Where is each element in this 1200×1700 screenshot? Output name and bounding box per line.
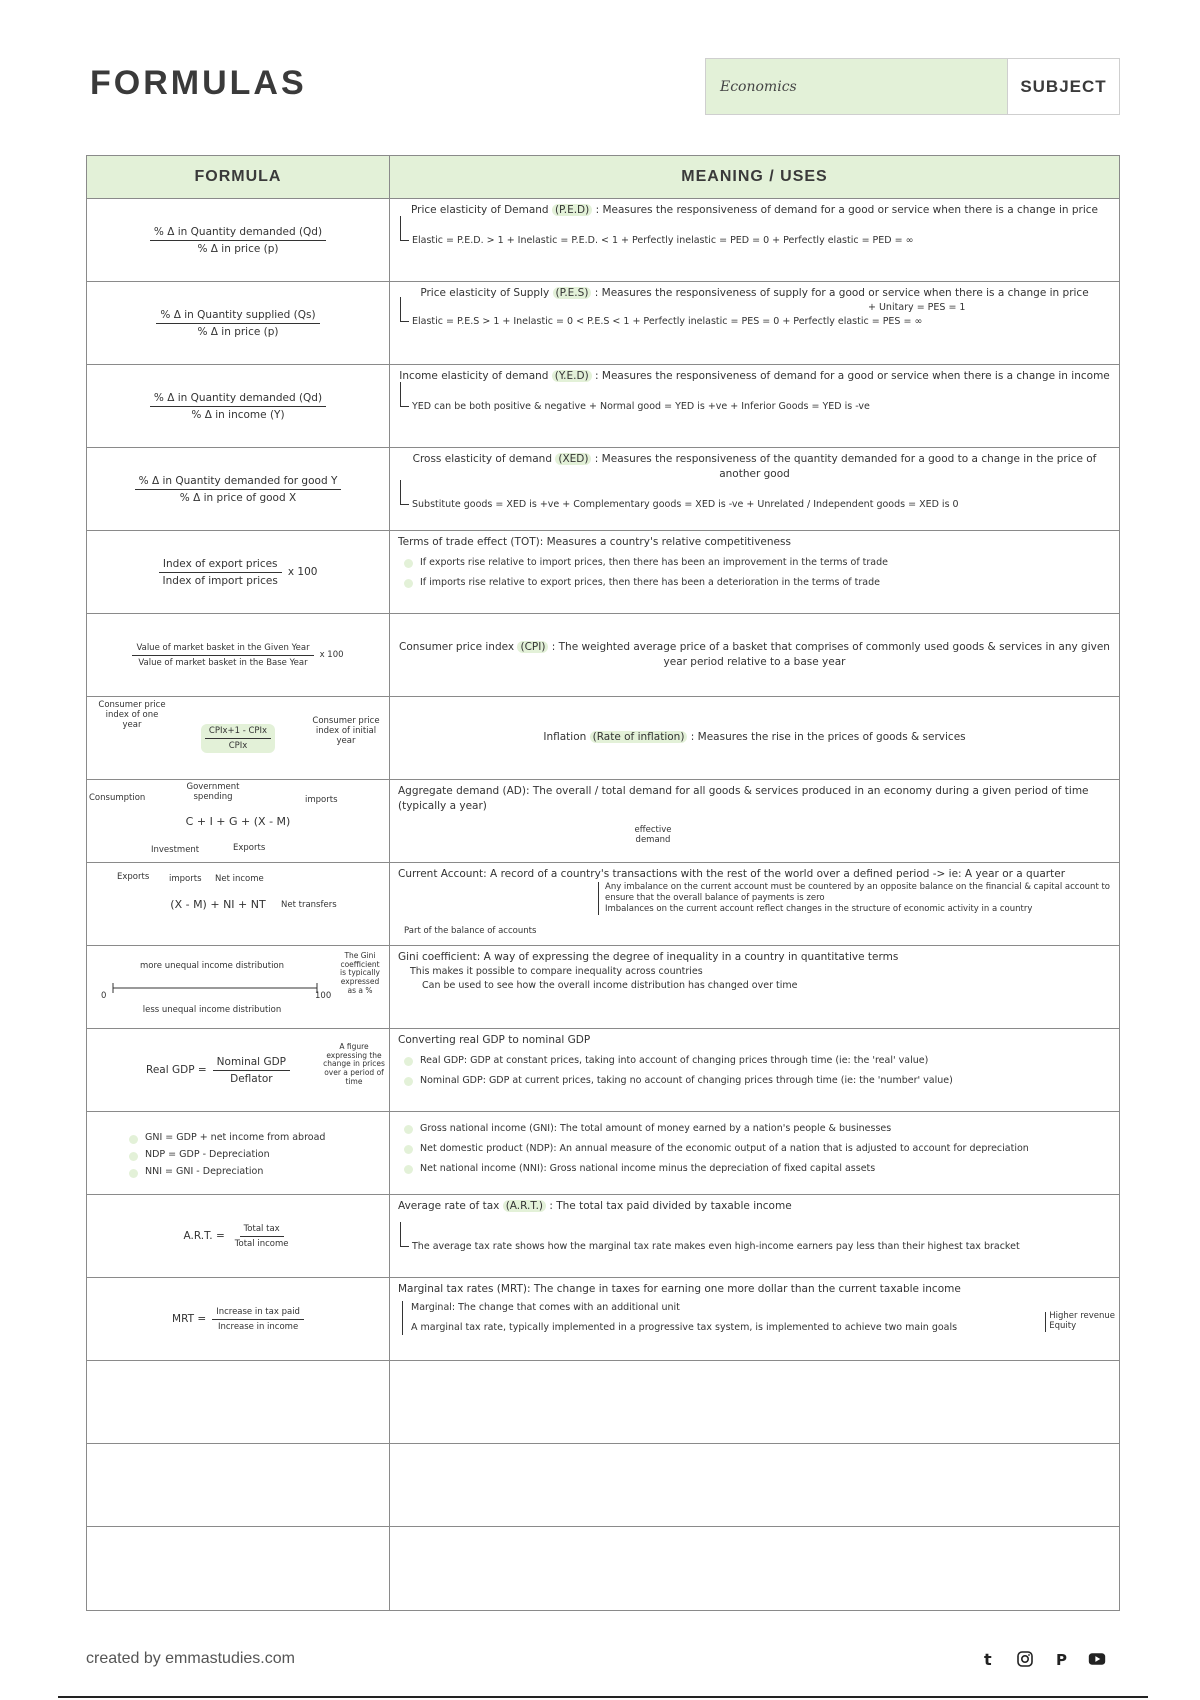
definition: Current Account: A record of a country's transactions with the rest of the world over a defined period -> ie: A year or a quarter — [398, 868, 1066, 880]
formula — [132, 643, 343, 668]
definition: : The weighted average price of a basket that comprises of commonly used goods & services in any given year period relative to a base year — [551, 640, 1110, 668]
note: Substitute goods = XED is +ve + Complementary goods = XED is -ve + Unrelated / Independent goods = XED is 0 — [398, 498, 1111, 512]
formula — [146, 1056, 290, 1085]
numerator: Total tax — [240, 1224, 284, 1237]
definition: Aggregate demand (AD): The overall / total demand for all goods & services produced in an economy during a given period of time (typically a year) — [398, 785, 1089, 813]
numerator: % Δ in Quantity supplied (Qs) — [156, 309, 319, 324]
bullet-point: Marginal: The change that comes with an additional unit — [411, 1302, 680, 1314]
formula-cell — [87, 199, 390, 281]
multiplier: x 100 — [319, 650, 344, 660]
formula-lhs: MRT = — [172, 1313, 207, 1325]
annotation — [1045, 1312, 1115, 1332]
abbreviation: (Y.E.D) — [552, 370, 592, 382]
formula-cell[interactable] — [87, 1361, 390, 1443]
meaning-cell — [390, 531, 1119, 613]
term: Inflation — [543, 731, 587, 744]
definition: : Measures the responsiveness of demand for a good or service when there is a change in price — [595, 204, 1099, 216]
annotation: Net income — [215, 874, 264, 884]
svg-text:t: t — [984, 1650, 992, 1668]
abbreviation: (P.E.D) — [552, 204, 592, 216]
table-row — [87, 365, 1119, 448]
term: Cross elasticity of demand — [412, 453, 552, 465]
abbreviation: (A.R.T.) — [503, 1200, 546, 1212]
abbreviation: (CPI) — [517, 641, 548, 653]
formula-lhs: Real GDP = — [146, 1064, 207, 1076]
bullet-point: Imbalances on the current account reflect changes in the structure of economic activity in a country — [605, 904, 1033, 915]
gini-scale — [111, 978, 321, 998]
denominator: Deflator — [230, 1072, 273, 1085]
table-row — [87, 863, 1119, 946]
definition: Converting real GDP to nominal GDP — [398, 1034, 591, 1046]
formula: C + I + G + (X - M) — [185, 814, 291, 828]
bullet-point: Any imbalance on the current account must be countered by an opposite balance on the financial & capital account to ensure that the overall balance of payments is zero — [605, 882, 1111, 904]
instagram-icon[interactable] — [1016, 1650, 1034, 1668]
note: Part of the balance of accounts — [404, 926, 537, 936]
denominator: % Δ in income (Y) — [191, 408, 285, 421]
formula: (X - M) + NI + NT — [170, 897, 266, 911]
table-row — [87, 448, 1119, 531]
annotation: imports — [305, 795, 338, 805]
fraction — [159, 558, 282, 587]
fraction — [150, 226, 326, 255]
definition: : Measures the responsiveness of demand for a good or service when there is a change in income — [595, 370, 1110, 382]
formula-lhs: A.R.T. = — [183, 1230, 225, 1242]
table-row — [87, 1527, 1119, 1610]
denominator: CPIx — [228, 740, 248, 751]
annotation: Exports — [117, 872, 150, 882]
formula — [172, 1307, 304, 1332]
formula-cell — [87, 1029, 390, 1111]
annotation: The Gini coefficient is typically expressed as a % — [340, 951, 380, 995]
denominator: % Δ in price (p) — [197, 242, 279, 255]
meaning-cell — [390, 448, 1119, 530]
bullet-point: Real GDP: GDP at constant prices, taking into account of changing prices through time (ie: the 'real' value) — [398, 1054, 1111, 1068]
formula — [159, 558, 318, 587]
definition: : Measures the responsiveness of the quantity demanded for a good to a change in the price of another good — [594, 453, 1097, 481]
note: Elastic = P.E.S > 1 + Inelastic = 0 < P.E.S < 1 + Perfectly inelastic = PES = 0 + Perfectly elastic = PES = ∞ — [398, 315, 1111, 329]
column-header-meaning: MEANING / USES — [681, 168, 828, 185]
meaning-cell — [390, 1029, 1119, 1111]
fraction — [213, 1056, 290, 1085]
abbreviation: (Rate of inflation) — [590, 731, 688, 743]
subject-field[interactable]: Economics — [706, 59, 1008, 114]
numerator: % Δ in Quantity demanded (Qd) — [150, 392, 326, 407]
tumblr-icon[interactable] — [980, 1650, 998, 1668]
note: + Unitary = PES = 1 — [868, 302, 966, 314]
annotation: Consumer price index of one year — [98, 700, 166, 730]
multiplier: x 100 — [287, 566, 318, 578]
table-row — [87, 282, 1119, 365]
formula-cell — [87, 365, 390, 447]
meaning-cell — [390, 282, 1119, 364]
definition: : The total tax paid divided by taxable income — [549, 1200, 792, 1212]
formula — [184, 1224, 293, 1249]
term: Price elasticity of Supply — [420, 287, 550, 299]
bottom-divider — [58, 1696, 1148, 1698]
definition: Terms of trade effect (TOT): Measures a country's relative competitiveness — [398, 536, 791, 548]
formula-cell — [87, 531, 390, 613]
term: Average rate of tax — [398, 1200, 500, 1212]
annotation: Net transfers — [281, 900, 337, 910]
meaning-cell — [390, 780, 1119, 862]
table-row — [87, 1195, 1119, 1278]
meaning-cell — [390, 365, 1119, 447]
formula-cell — [87, 946, 390, 1028]
bullet-point: Can be used to see how the overall income distribution has changed over time — [422, 979, 798, 991]
annotation: A figure expressing the change in prices over a period of time — [323, 1042, 385, 1086]
table-row — [87, 946, 1119, 1029]
table-row — [87, 697, 1119, 780]
bullet-point: If exports rise relative to import prices, then there has been an improvement in the terms of trade — [398, 556, 1111, 570]
definition: : Measures the rise in the prices of goods & services — [690, 731, 966, 744]
annotation: imports — [169, 874, 202, 884]
table-row — [87, 531, 1119, 614]
table-row — [87, 1278, 1119, 1361]
note: Elastic = P.E.D. > 1 + Inelastic = P.E.D. < 1 + Perfectly inelastic = PED = 0 + Perfectly elastic = PED = ∞ — [398, 234, 1111, 248]
footer-credit[interactable]: created by emmastudies.com — [86, 1650, 295, 1667]
formula-cell — [87, 282, 390, 364]
meaning-cell — [390, 863, 1119, 945]
denominator: Increase in income — [217, 1321, 299, 1332]
formula-cell — [87, 448, 390, 530]
goal: Equity — [1049, 1320, 1077, 1331]
meaning-cell[interactable] — [390, 1361, 1119, 1443]
formula-cell — [87, 1112, 390, 1194]
annotation: Government spending — [186, 782, 240, 802]
numerator: Nominal GDP — [213, 1056, 290, 1071]
definition: Marginal tax rates (MRT): The change in taxes for earning one more dollar than the current taxable income — [398, 1283, 961, 1295]
formula-cell[interactable] — [87, 1444, 390, 1526]
meaning-cell — [390, 1195, 1119, 1277]
bullet-point: Gross national income (GNI): The total amount of money earned by a nation's people & businesses — [398, 1122, 1111, 1136]
formula-cell — [87, 1278, 390, 1360]
formula: NNI = GNI - Depreciation — [123, 1166, 263, 1177]
meaning-cell — [390, 697, 1119, 779]
abbreviation: (P.E.S) — [553, 287, 592, 299]
bullet-point: If imports rise relative to export prices, then there has been a deterioration in the terms of trade — [398, 576, 1111, 590]
numerator: Increase in tax paid — [212, 1307, 304, 1320]
bullet-list — [598, 882, 1111, 915]
meaning-cell[interactable] — [390, 1444, 1119, 1526]
formula-cell — [87, 1195, 390, 1277]
fraction — [132, 643, 313, 668]
bullet-point: This makes it possible to compare inequality across countries — [410, 966, 703, 978]
note: YED can be both positive & negative + Normal good = YED is +ve + Inferior Goods = YED is -ve — [398, 400, 1111, 414]
numerator: Index of export prices — [159, 558, 282, 573]
meaning-cell — [390, 946, 1119, 1028]
meaning-cell — [390, 1112, 1119, 1194]
meaning-cell — [390, 614, 1119, 696]
annotation: Exports — [233, 843, 266, 853]
numerator: Value of market basket in the Given Year — [132, 643, 313, 656]
table-row — [87, 199, 1119, 282]
bullet-point: Nominal GDP: GDP at current prices, taking no account of changing prices through time (ie: the 'number' value) — [398, 1074, 1111, 1088]
annotation: 0 — [101, 991, 107, 1001]
fraction — [201, 724, 275, 753]
numerator: % Δ in Quantity demanded for good Y — [135, 475, 342, 490]
note: The average tax rate shows how the marginal tax rate makes even high-income earners pay less than their highest tax bracket — [398, 1240, 1111, 1254]
formula-cell — [87, 780, 390, 862]
subject-label: SUBJECT — [1020, 76, 1107, 96]
formula: GNI = GDP + net income from abroad — [123, 1132, 325, 1143]
denominator: Value of market basket in the Base Year — [138, 657, 308, 668]
annotation: Consumer price index of initial year — [312, 716, 380, 746]
numerator: % Δ in Quantity demanded (Qd) — [150, 226, 326, 241]
term: Income elasticity of demand — [399, 370, 549, 382]
column-header-formula: FORMULA — [87, 156, 390, 198]
fraction — [231, 1224, 293, 1249]
formula-cell — [87, 697, 390, 779]
denominator: % Δ in price of good X — [179, 491, 297, 504]
denominator: Total income — [234, 1238, 289, 1249]
formula-cell — [87, 863, 390, 945]
fraction — [150, 392, 326, 421]
formula-cell — [87, 614, 390, 696]
annotation: more unequal income distribution — [139, 961, 285, 971]
table-row — [87, 1361, 1119, 1444]
fraction — [212, 1307, 304, 1332]
denominator: % Δ in price (p) — [197, 325, 279, 338]
subject-box — [705, 58, 1120, 115]
formulas-table — [86, 155, 1120, 1611]
numerator: CPIx+1 - CPIx — [205, 726, 271, 739]
annotation: effective demand — [634, 825, 672, 845]
bullet-point: Net domestic product (NDP): An annual measure of the economic output of a nation that is adjusted to account for depreciation — [398, 1142, 1111, 1156]
meaning-cell — [390, 199, 1119, 281]
social-links — [980, 1650, 1106, 1668]
pinterest-icon[interactable] — [1052, 1650, 1070, 1668]
meaning-cell[interactable] — [390, 1527, 1119, 1610]
denominator: Index of import prices — [162, 574, 278, 587]
bullet-point: Net national income (NNI): Gross national income minus the depreciation of fixed capital assets — [398, 1162, 1111, 1176]
definition: Gini coefficient: A way of expressing the degree of inequality in a country in quantitative terms — [398, 951, 899, 963]
table-row — [87, 1029, 1119, 1112]
formula: NDP = GDP - Depreciation — [123, 1149, 270, 1160]
term: Price elasticity of Demand — [410, 204, 549, 216]
meaning-cell — [390, 1278, 1119, 1360]
bullet-list — [402, 1301, 1111, 1335]
annotation: 100 — [315, 991, 332, 1001]
table-header — [87, 156, 1119, 199]
annotation: Consumption — [89, 793, 146, 803]
goal: Higher revenue — [1049, 1311, 1115, 1321]
table-row — [87, 1112, 1119, 1195]
table-row — [87, 614, 1119, 697]
abbreviation: (XED) — [555, 453, 591, 465]
annotation: Investment — [151, 845, 200, 855]
formula-cell[interactable] — [87, 1527, 390, 1610]
annotation: less unequal income distribution — [142, 1005, 282, 1015]
youtube-icon[interactable] — [1088, 1650, 1106, 1668]
term: Consumer price index — [399, 640, 515, 653]
fraction — [156, 309, 319, 338]
page-title: FORMULAS — [90, 64, 307, 102]
table-row — [87, 780, 1119, 863]
definition: : Measures the responsiveness of supply for a good or service when there is a change in price — [594, 287, 1089, 299]
svg-text:P: P — [1056, 1651, 1067, 1668]
bullet-point: A marginal tax rate, typically implemented in a progressive tax system, is implemented to achieve two main goals — [411, 1321, 958, 1333]
table-row — [87, 1444, 1119, 1527]
fraction — [135, 475, 342, 504]
